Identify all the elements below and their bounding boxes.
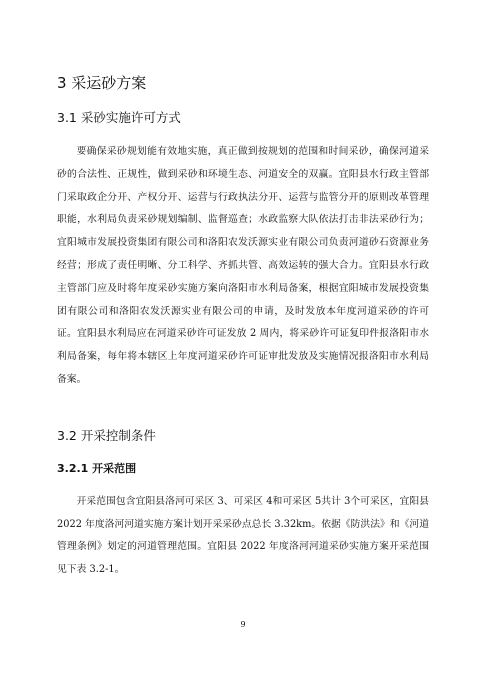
page-number: 9 xyxy=(240,620,246,629)
section-title: 3 采运砂方案 xyxy=(57,74,147,92)
subsection-title-3-2: 3.2 开采控制条件 xyxy=(57,428,156,443)
paragraph-mining-scope: 开采范围包含宜阳县洛河可采区 3、可采区 4和可采区 5共计 3个可采区，宜阳县 2022 年度洛河河道实施方案计划开采采砂点总长 3.32km。依据《防洪法》和《河道管理条例》划定的河道管理范围。宜阳县 2022 年度洛河河道采砂实施方案开采范围见下表 3.2-1。 xyxy=(57,496,429,575)
paragraph-permit-method: 要确保采砂规划能有效地实施，真正做到按规划的范围和时间采砂，确保河道采砂的合法性、正规性，做到采砂和环境生态、河道安全的双赢。宜阳县水行政主管部门采取政企分开、产权分开、运营与行政执法分开、运营与监管分开的原则改革管理职能，水利局负责采砂规划编制、监督巡查；水政监察大队依法打击非法采砂行为；宜阳城市发展投资集团有限公司和洛阳农发沃源实业有限公司负责河道砂石资源业务经营；形成了责任明晰、分工科学、齐抓共管、高效运转的强大合力。宜阳县水行政主管部门应及时将年度采砂实施方案向洛阳市水利局备案，根据宜阳城市发展投资集团有限公司和洛阳农发沃源实业有限公司的申请，及时发放本年度河道采砂的许可证。宜阳县水利局应在河道采砂许可证发放 2 周内，将采砂许可证复印件报洛阳市水利局备案，每年将本辖区上年度河道采砂许可证审批发放及实施情况报洛阳市水利局备案。 xyxy=(57,146,429,385)
subsection-title-3-1: 3.1 采砂实施许可方式 xyxy=(57,110,181,125)
subsection-title-3-2-1: 3.2.1 开采范围 xyxy=(57,462,137,475)
